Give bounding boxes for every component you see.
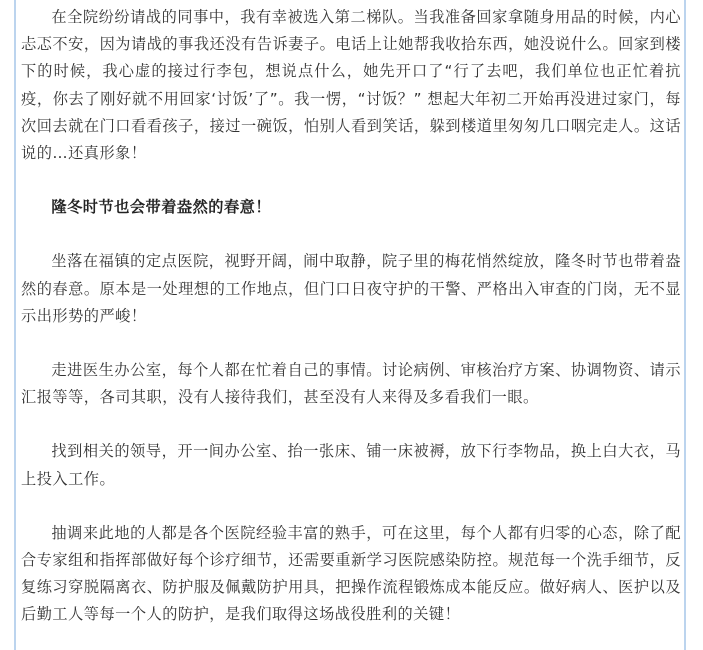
paragraph-gap: [21, 411, 681, 438]
paragraph-arrival: 在全院纷纷请战的同事中，我有幸被选入第二梯队。当我准备回家拿随身用品的时候，内心忐忑不安，因为请战的事我还没有告诉妻子。电话上让她帮我收拾东西，她没说什么。回家到楼下的时候，我心虚的接过行李包，想说点什么，她先开口了“行了去吧，我们单位也正忙着抗疫，你去了刚好就不用回家‘讨饭’了”。我一愣，“讨饭？” 想起大年初二开始再没进过家门，每次回去就在门口看看孩子，接过一碗饭，怕别人看到笑话，躲到楼道里匆匆几口咽完走人。这话说的…还真形象！: [21, 8, 681, 163]
paragraph-settling: 找到相关的领导，开一间办公室、抬一张床、铺一床被褥，放下行李物品，换上白大衣，马上投入工作。: [21, 442, 681, 488]
paragraph-gap: [21, 493, 681, 520]
paragraph-gap: [21, 221, 681, 248]
paragraph-gap: [21, 330, 681, 357]
paragraph-gap: [21, 167, 681, 194]
paragraph-office: 走进医生办公室，每个人都在忙着自己的事情。讨论病例、审核治疗方案、协调物资、请示汇报等等，各司其职，没有人接待我们，甚至没有人来得及多看我们一眼。: [21, 361, 681, 407]
article-frame: [14, 0, 686, 650]
section-heading: 隆冬时节也会带着盎然的春意！: [51, 198, 272, 217]
article-body: [21, 0, 681, 629]
paragraph-hospital: 坐落在福镇的定点医院，视野开阔，闹中取静，院子里的梅花悄然绽放，隆冬时节也带着盎然的春意。原本是一处理想的工作地点，但门口日夜守护的干警、严格出入审查的门岗，无不显示出形势的严峻！: [21, 252, 681, 325]
paragraph-protection: 抽调来此地的人都是各个医院经验丰富的熟手，可在这里，每个人都有归零的心态，除了配合专家组和指挥部做好每个诊疗细节，还需要重新学习医院感染防控。规范每一个洗手细节，反复练习穿脱隔离衣、防护服及佩戴防护用具，把操作流程锻炼成本能反应。做好病人、医护以及后勤工人等每一个人的防护，是我们取得这场战役胜利的关键！: [21, 523, 681, 624]
